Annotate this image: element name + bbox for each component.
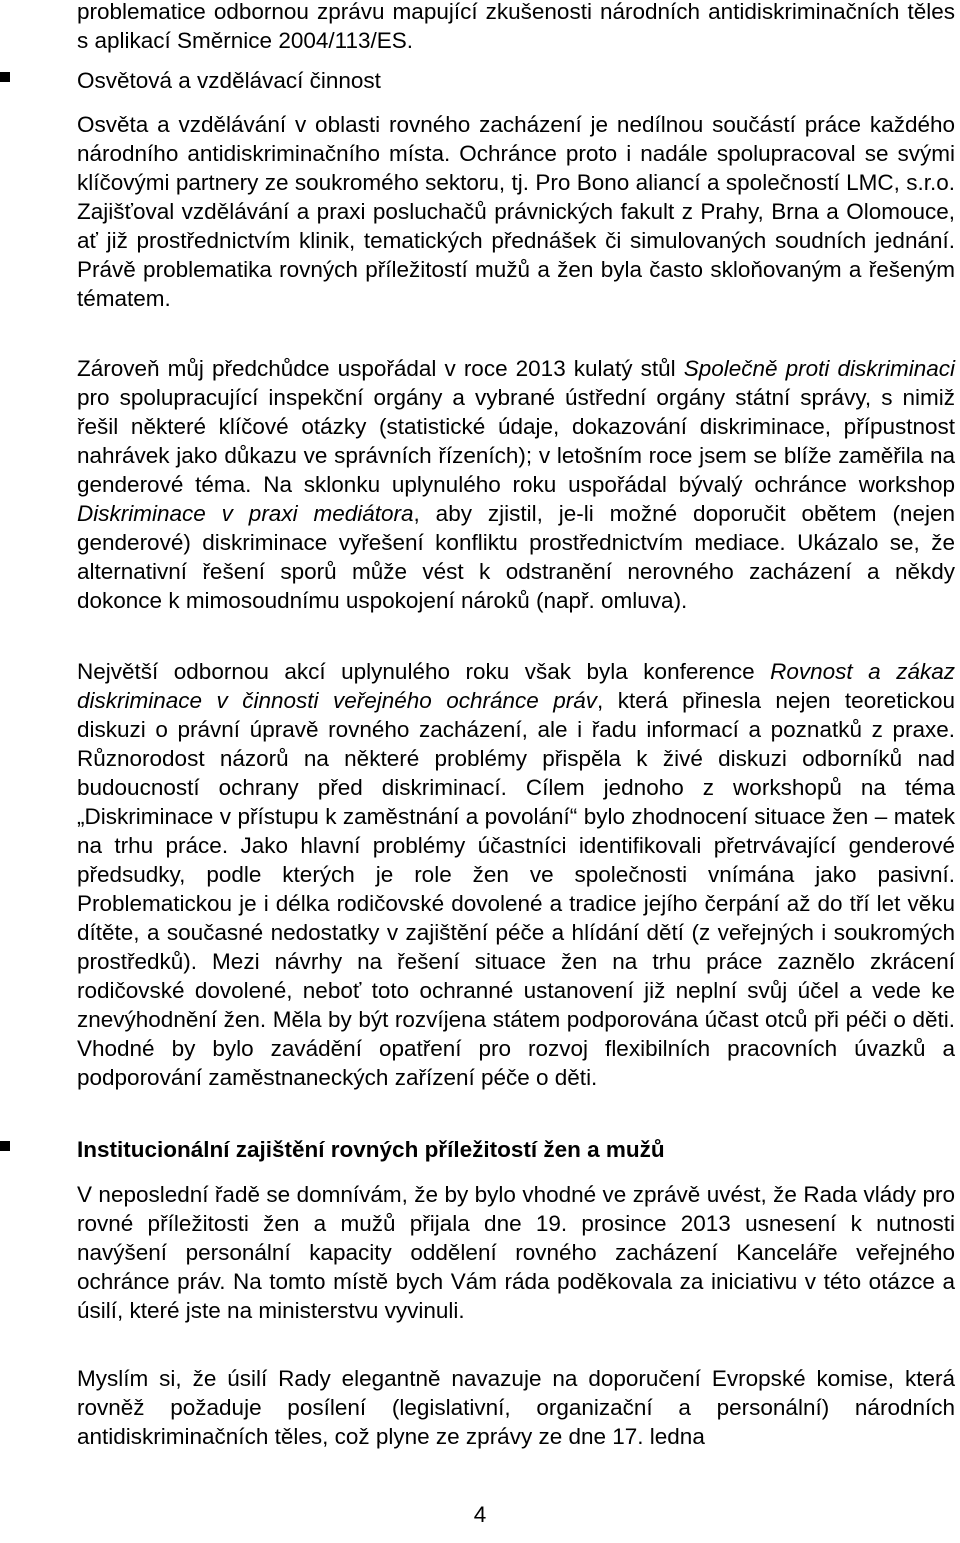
section-heading-osveta (77, 66, 955, 95)
section1-p1-text: Osvěta a vzdělávání v oblasti rovného zacházení je nedílnou součástí práce každého národního antidiskriminačního místa. Ochránce proto i nadále spolupracoval se svými klíčovými partnery ze soukromého sektoru, tj. Pro Bono aliancí a společností LMC, s.r.o. Zajišťoval vzdělávání a praxi posluchačů právnických fakult z Prahy, Brna a Olomouce, ať již prostřednictvím klinik, tematických přednášek či simulovaných soudních jednání. Právě problematika rovných příležitostí mužů a žen byla často skloňovaným a řešeným tématem. (77, 112, 955, 311)
conference-title: Rovnost a zákaz diskriminace v činnosti veřejného ochránce práv (77, 659, 955, 713)
intro-text: problematice odbornou zprávu mapující zkušenosti národních antidiskriminačních těles s aplikací Směrnice 2004/113/ES. (77, 0, 955, 53)
section1-heading: Osvětová a vzdělávací činnost (77, 68, 381, 93)
text-run: , aby zjistil, je-li možné doporučit obětem (nejen genderové) diskriminace vyřešení konfliktu prostřednictvím mediace. Ukázalo se, že alternativní řešení sporů může vést k odstranění nerovného zacházení a někdy dokonce k mimosoudnímu uspokojení nároků (např. omluva). (77, 501, 955, 613)
text-run: pro spolupracující inspekční orgány a vybrané ústřední orgány státní správy, s nimiž řešil některé klíčové otázky (statistické údaje, dokazování diskriminace, přípustnost nahrávek jako důkazu ve správních řízeních); v letošním roce jsem se blíže zaměřila na genderové téma. Na sklonku uplynulého roku uspořádal bývalý ochránce workshop (77, 385, 955, 497)
section2-paragraph-1 (77, 1180, 955, 1325)
section2-p2-text: Myslím si, že úsilí Rady elegantně navazuje na doporučení Evropské komise, která rovněž požaduje posílení (legislativní, organizační a personální) národních antidiskriminačních těles, což plyne ze zprávy ze dne 17. ledna (77, 1366, 955, 1449)
text-run: Zároveň můj předchůdce uspořádal v roce 2013 kulatý stůl (77, 356, 684, 381)
workshop-title: Diskriminace v praxi mediátora (77, 501, 414, 526)
bullet-marker (0, 1141, 10, 1151)
event-title: Společně proti diskriminaci (683, 356, 955, 381)
section-heading-institucionalni (77, 1135, 955, 1164)
section1-paragraph-1 (77, 110, 955, 313)
section2-heading: Institucionální zajištění rovných příležitostí žen a mužů (77, 1137, 665, 1162)
section1-p3-text (77, 657, 955, 1092)
intro-paragraph (77, 0, 955, 55)
section1-p2-text (77, 354, 955, 615)
bullet-marker (0, 72, 10, 82)
text-run: Největší odbornou akcí uplynulého roku však byla konference (77, 659, 771, 684)
section1-paragraph-2 (77, 354, 955, 615)
page-number: 4 (473, 1502, 487, 1527)
text-run: , která přinesla nejen teoretickou diskuzi o právní úpravě rovného zacházení, ale i řadu informací a poznatků z praxe. Různorodost názorů na některé problémy přispěla k živé diskuzi odborníků nad budoucností ochrany před diskriminací. Cílem jednoho z workshopů na téma „Diskriminace v přístupu k zaměstnání a povolání“ bylo zhodnocení situace žen – matek na trhu práce. Jako hlavní problémy účastníci identifikovali přetrvávající genderové předsudky, podle kterých je role žen ve společnosti vnímána jako pasivní. Problematickou je i délka rodičovské dovolené a tradice jejího čerpání až do tří let věku dítěte, a současné nedostatky v zajištění péče a hlídání dětí (z veřejných i soukromých prostředků). Mezi návrhy na řešení situace žen na trhu práce zaznělo zkrácení rodičovské dovolené, neboť toto ochranné ustanovení již neplní svůj účel a vede ke znevýhodnění žen. Měla by být rozvíjena státem podporována účast otců při péči o děti. Vhodné by bylo zavádění opatření pro rozvoj flexibilních pracovních úvazků a podporování zaměstnaneckých zařízení péče o děti. (77, 688, 955, 1090)
section2-paragraph-2 (77, 1364, 955, 1451)
section1-paragraph-3 (77, 657, 955, 1092)
section2-p1-text: V neposlední řadě se domnívám, že by bylo vhodné ve zprávě uvést, že Rada vlády pro rovné příležitosti žen a mužů přijala dne 19. prosince 2013 usnesení k nutnosti navýšení personální kapacity oddělení rovného zacházení Kanceláře veřejného ochránce práv. Na tomto místě bych Vám ráda poděkovala za iniciativu v této otázce a úsilí, které jste na ministerstvu vyvinuli. (77, 1182, 955, 1323)
